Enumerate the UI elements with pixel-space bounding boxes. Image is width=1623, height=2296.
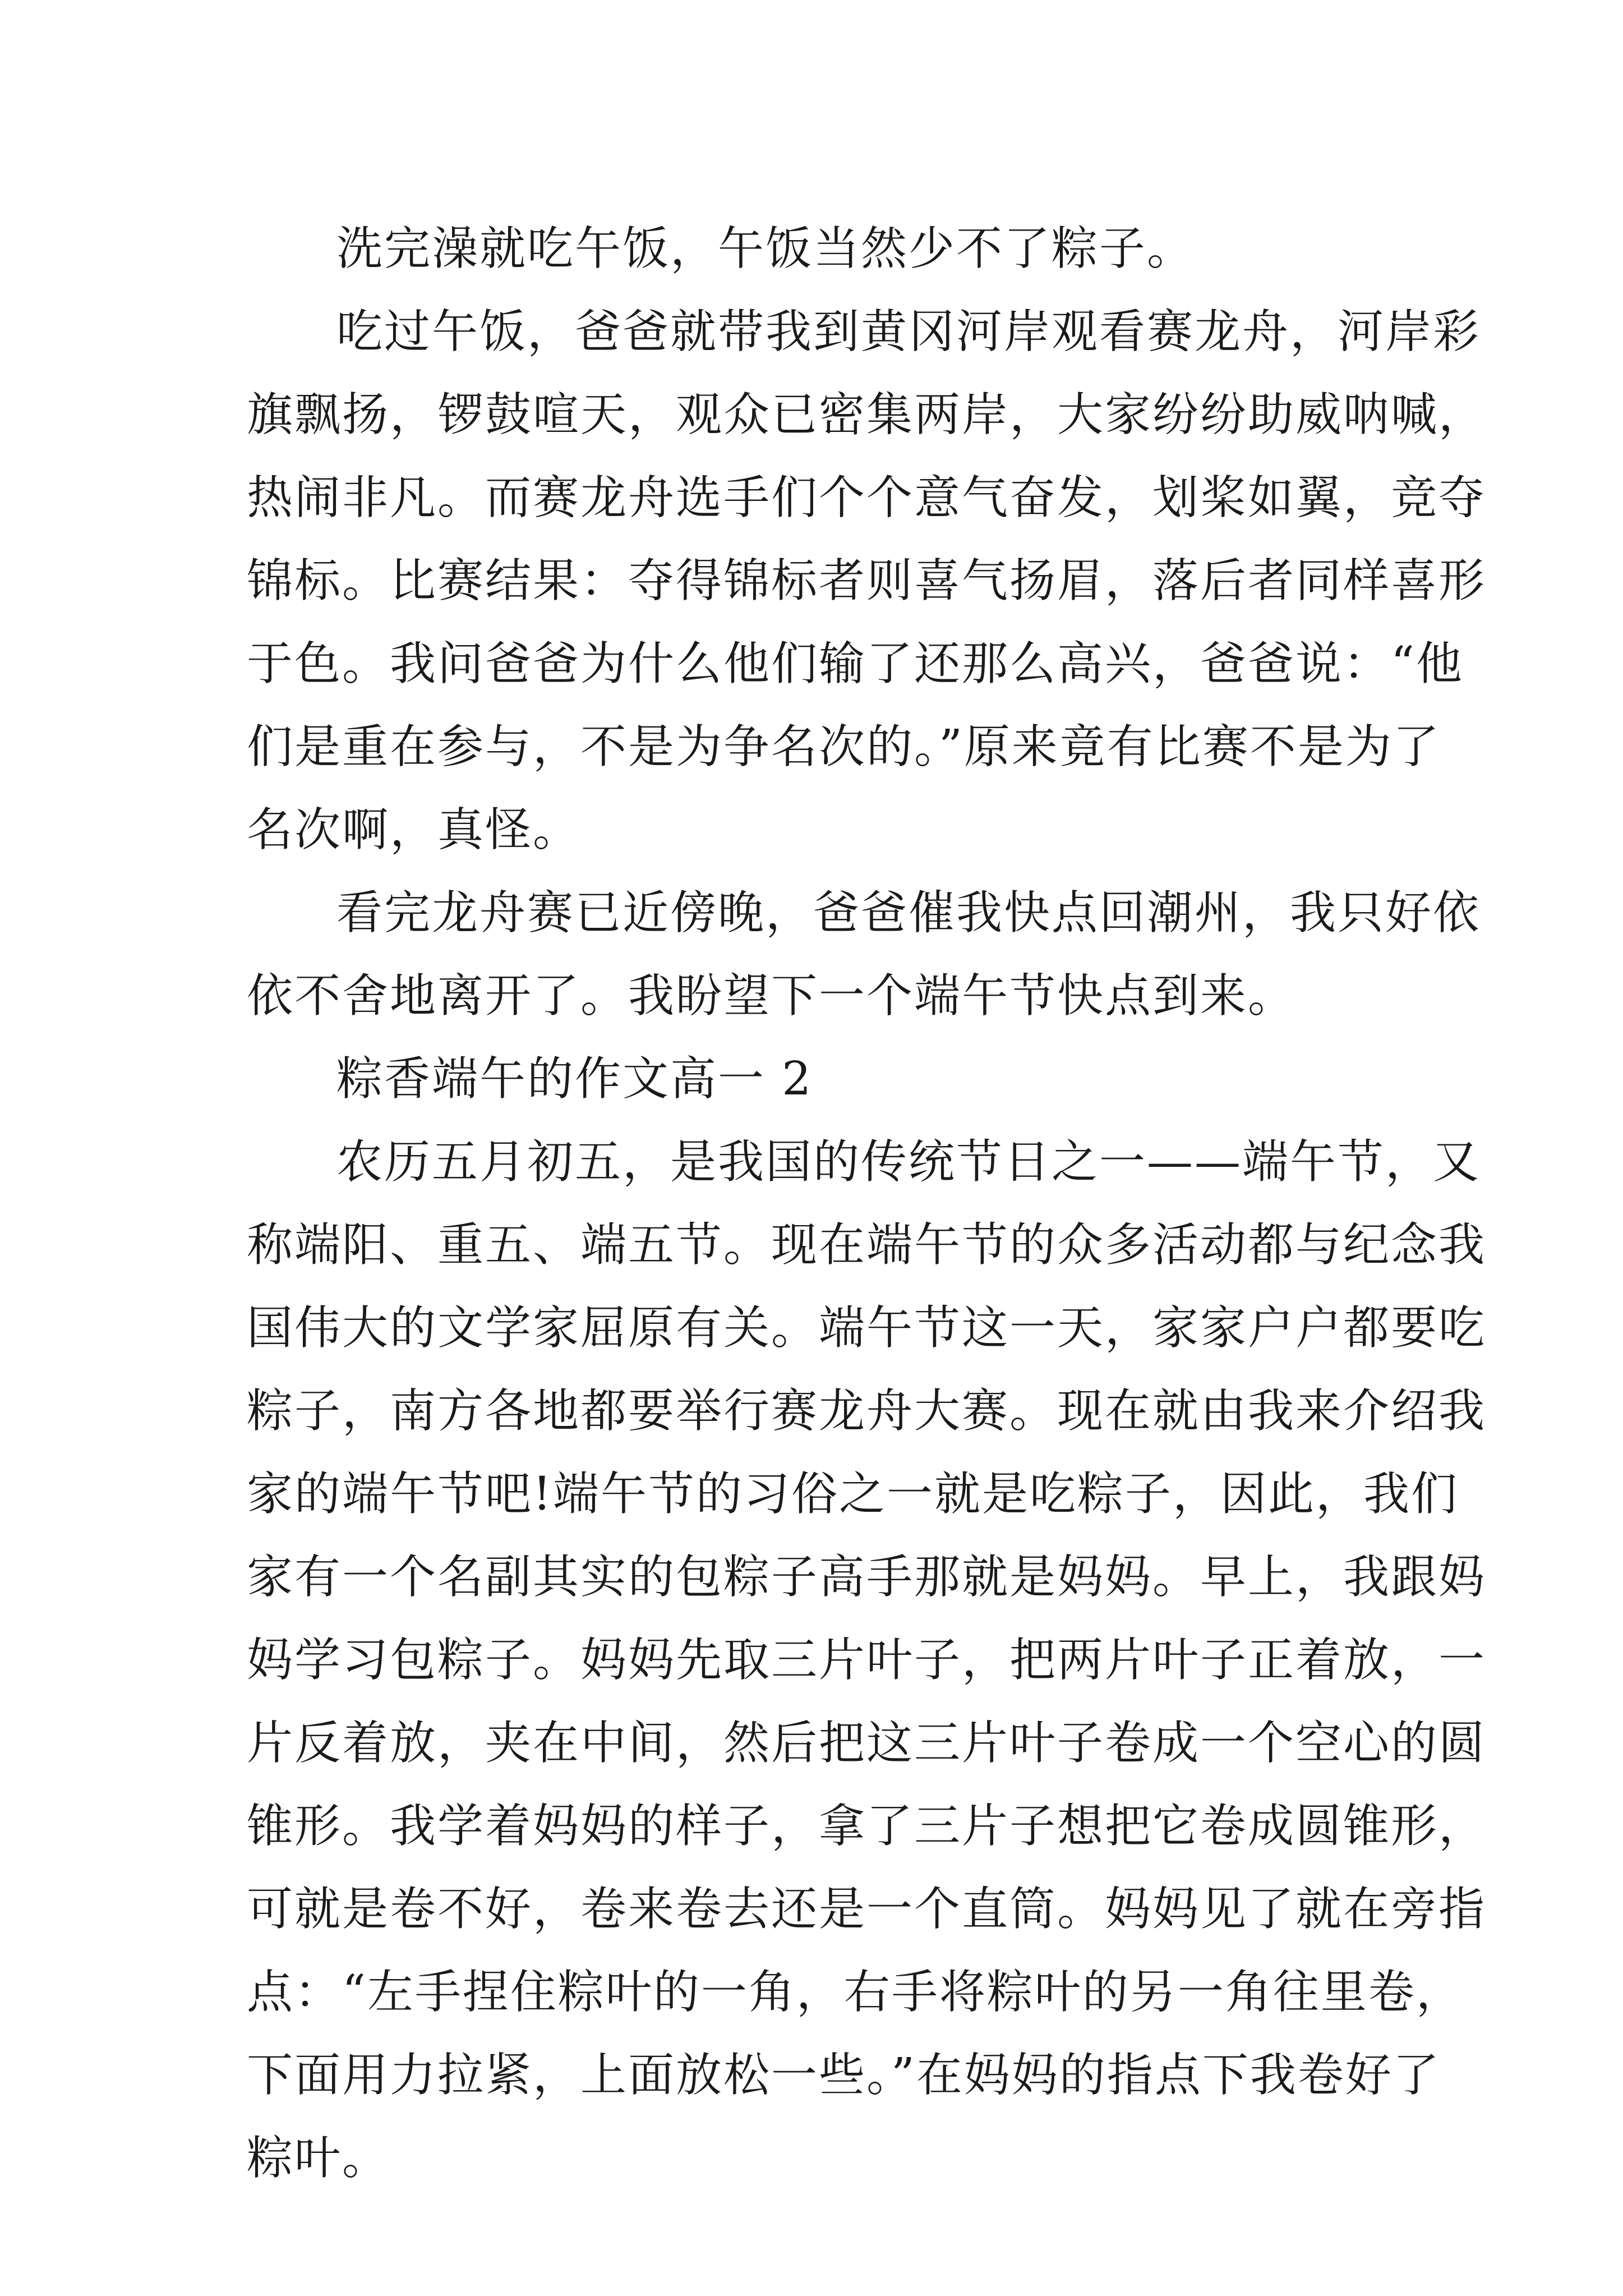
text-line: 于色。我问爸爸为什么他们输了还那么高兴，爸爸说：“他 [247, 637, 1464, 691]
essay-title: 粽香端午的作文高一 2 [336, 1052, 813, 1106]
text-line: 点：“左手捏住粽叶的一角，右手将粽叶的另一角往里卷， [247, 1966, 1464, 2019]
text-line: 粽叶。 [247, 2132, 390, 2185]
text-line: 国伟大的文学家屈原有关。端午节这一天，家家户户都要吃 [247, 1301, 1487, 1355]
text-line: 家有一个名副其实的包粽子高手那就是妈妈。早上，我跟妈 [247, 1550, 1487, 1604]
text-line: 名次啊，真怪。 [247, 803, 581, 857]
text-line: 洗完澡就吃午饭，午饭当然少不了粽子。 [336, 222, 1195, 275]
text-line: 粽子，南方各地都要举行赛龙舟大赛。现在就由我来介绍我 [247, 1384, 1487, 1438]
text-line: 吃过午饭，爸爸就带我到黄冈河岸观看赛龙舟，河岸彩 [336, 305, 1481, 358]
text-line: 热闹非凡。而赛龙舟选手们个个意气奋发，划桨如翼，竞夺 [247, 471, 1487, 524]
paragraph-2 [247, 291, 1487, 872]
text-line: 们是重在参与，不是为争名次的。”原来竟有比赛不是为了 [247, 720, 1441, 774]
text-line: 锥形。我学着妈妈的样子，拿了三片子想把它卷成圆锥形， [247, 1800, 1487, 1853]
text-line: 锦标。比赛结果：夺得锦标者则喜气扬眉，落后者同样喜形 [247, 554, 1487, 608]
paragraph-4 [247, 1121, 1487, 2200]
text-line: 旗飘扬，锣鼓喧天，观众已密集两岸，大家纷纷助威呐喊， [247, 388, 1487, 441]
text-line: 家的端午节吧!端午节的习俗之一就是吃粽子，因此，我们 [247, 1467, 1459, 1521]
text-line: 看完龙舟赛已近傍晚，爸爸催我快点回潮州，我只好依 [336, 886, 1481, 940]
text-line: 称端阳、重五、端五节。现在端午节的众多活动都与纪念我 [247, 1218, 1487, 1272]
essay-body [247, 208, 1487, 2200]
text-line: 下面用力拉紧，上面放松一些。”在妈妈的指点下我卷好了 [247, 2049, 1441, 2102]
text-line: 农历五月初五，是我国的传统节日之一——端午节，又 [336, 1135, 1481, 1189]
text-line: 片反着放，夹在中间，然后把这三片叶子卷成一个空心的圆 [247, 1717, 1487, 1770]
text-line: 妈学习包粽子。妈妈先取三片叶子，把两片叶子正着放，一 [247, 1634, 1487, 1687]
paragraph-1 [247, 208, 1402, 291]
section-heading [247, 1038, 1402, 1121]
text-line: 可就是卷不好，卷来卷去还是一个直筒。妈妈见了就在旁指 [247, 1883, 1487, 1936]
text-line: 依不舍地离开了。我盼望下一个端午节快点到来。 [247, 969, 1296, 1023]
paragraph-3 [247, 872, 1481, 1038]
